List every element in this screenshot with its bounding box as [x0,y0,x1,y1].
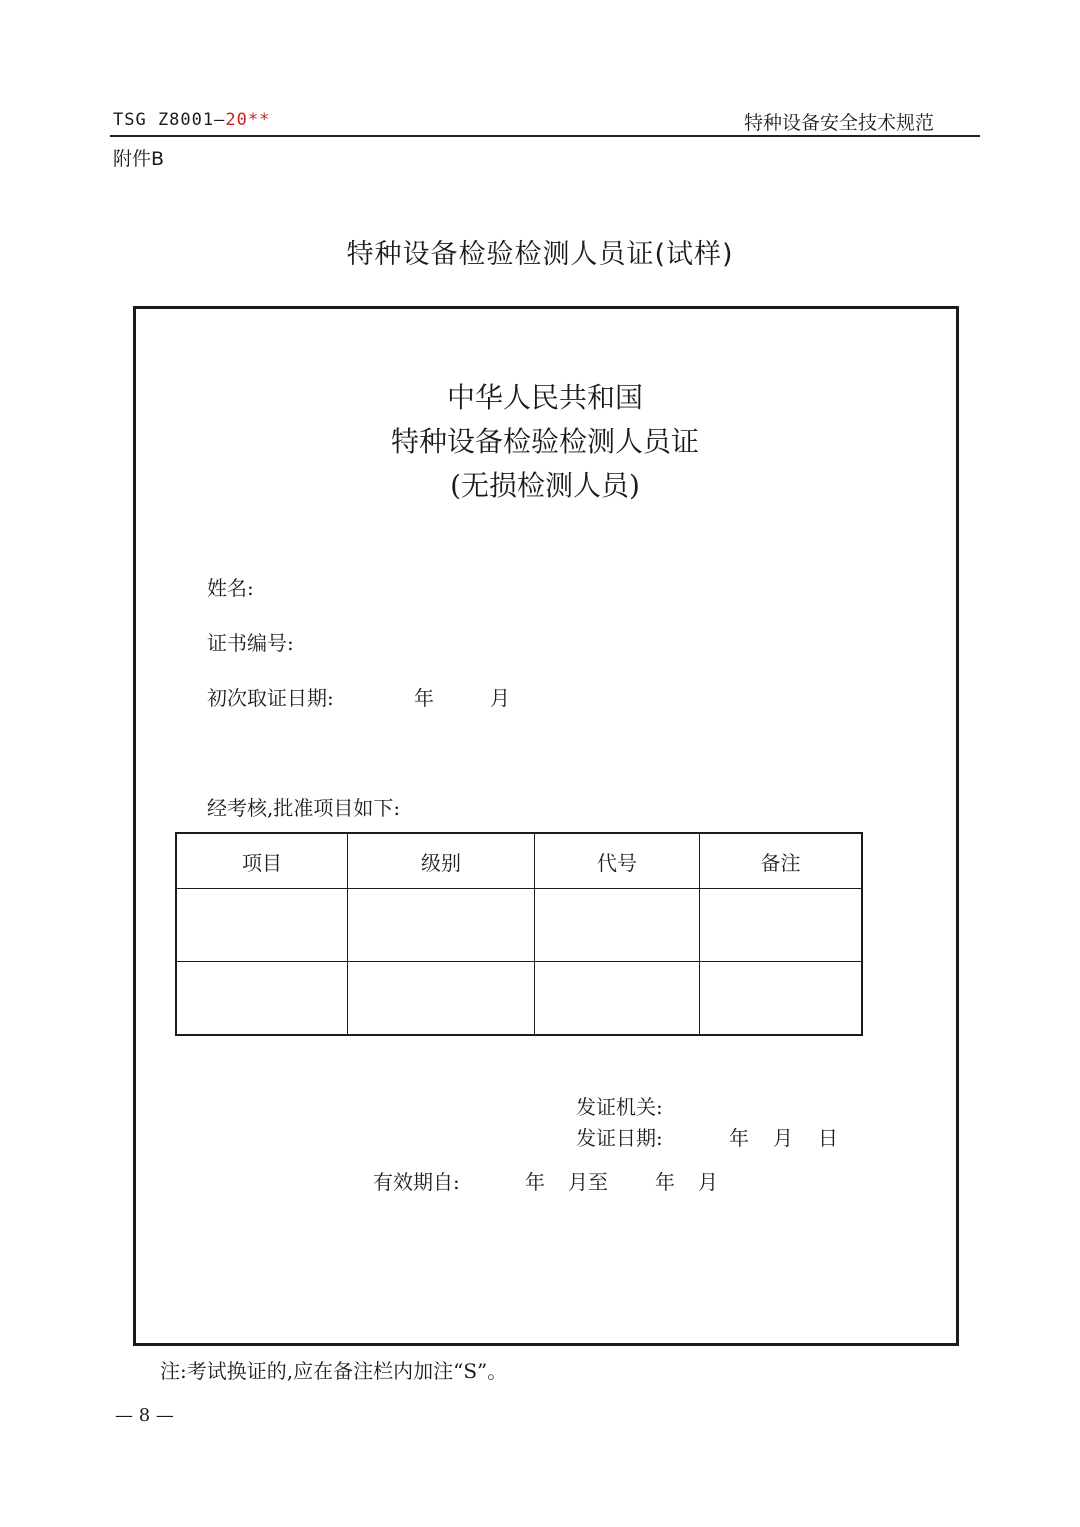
card-title-cert: 特种设备检验检测人员证 [390,425,699,458]
table-header-code: 代号 [535,833,700,889]
table-cell [176,889,348,962]
first-issue-date-label: 初次取证日期: [207,686,334,710]
card-title-country: 中华人民共和国 [446,381,643,414]
valid-to-year: 年 [655,1170,675,1194]
table-header-row [176,833,862,889]
header-rule [110,135,980,137]
table-cell [176,962,348,1036]
table-cell [535,962,700,1036]
table-cell [700,889,863,962]
table-row [176,889,862,962]
footnote: 注:考试换证的,应在备注栏内加注“S”。 [160,1359,508,1383]
issue-date-year: 年 [729,1126,749,1150]
issuing-authority-label: 发证机关: [576,1095,663,1119]
table-cell [348,962,535,1036]
card-title-type: (无损检测人员) [450,469,640,502]
issue-date-day: 日 [818,1126,838,1150]
table-row [176,962,862,1036]
header-series: 特种设备安全技术规范 [743,112,934,134]
table-cell [348,889,535,962]
certificate-card [133,306,959,1346]
annex-label: 附件B [113,148,165,170]
table-cell [535,889,700,962]
page-number: — 8 — [115,1405,174,1426]
cert-number-label: 证书编号: [207,631,294,655]
valid-to-month: 月 [698,1170,718,1194]
valid-period-label: 有效期自: [373,1170,460,1194]
header-code [113,110,270,130]
first-issue-year: 年 [414,686,434,710]
issue-date-month: 月 [773,1126,793,1150]
name-field-label: 姓名: [207,576,254,600]
approved-items-label: 经考核,批准项目如下: [207,796,401,820]
table-header-level: 级别 [348,833,535,889]
document-title: 特种设备检验检测人员证(试样) [346,239,734,270]
issue-date-label: 发证日期: [576,1126,663,1150]
valid-from-year: 年 [525,1170,545,1194]
table-cell [700,962,863,1036]
header-code-year: 20** [225,110,271,130]
valid-from-month-to: 月至 [568,1170,608,1194]
approved-items-table [175,832,863,1036]
first-issue-month: 月 [490,686,510,710]
table-header-item: 项目 [176,833,348,889]
table-header-remarks: 备注 [700,833,863,889]
header-code-prefix: TSG Z8001— [113,110,226,130]
